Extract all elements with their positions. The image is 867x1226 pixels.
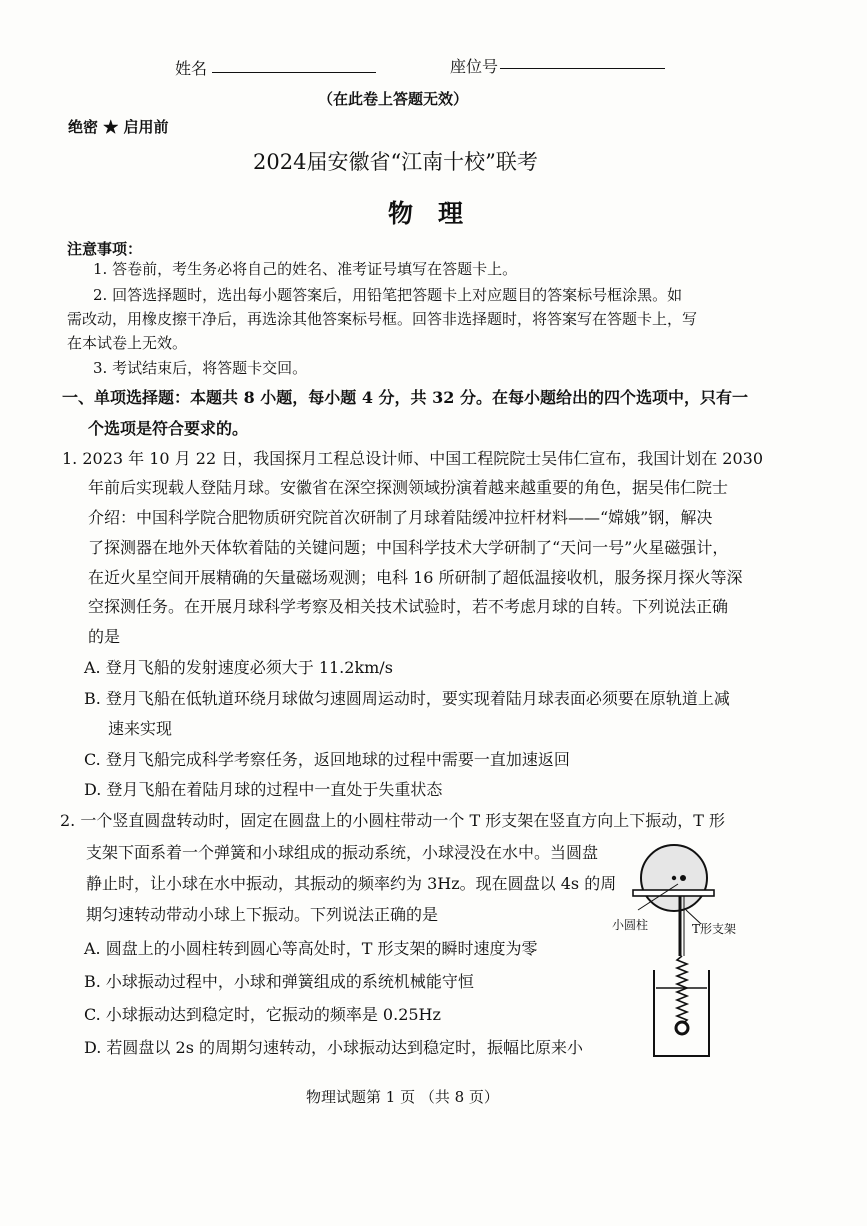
notice-item-2-line-3: 在本试卷上无效。 [67, 334, 188, 352]
notice-item-2-line-1: 2. 回答选择题时，选出每小题答案后，用铅笔把答题卡上对应题目的答案标号框涂黑。如 [93, 286, 683, 304]
q1-option-b-line-2: 速来实现 [108, 719, 173, 738]
q1-line-1: 1. 2023 年 10 月 22 日，我国探月工程总设计师、中国工程院院士吴伟仁宣布，我国计划在 2030 [62, 449, 764, 468]
exam-title: 2024届安徽省“江南十校”联考 [253, 150, 538, 174]
q1-line-6: 空探测任务。在开展月球科学考察及相关技术试验时，若不考虑月球的自转。下列说法正确 [88, 597, 729, 616]
secret-mark: 绝密 ★ 启用前 [68, 118, 169, 136]
section-1-line-1: 一、单项选择题：本题共 8 小题，每小题 4 分，共 32 分。在每小题给出的四个选项中，只有一 [62, 388, 748, 407]
spring [677, 956, 687, 1024]
t-frame-bar [633, 890, 714, 896]
subject-title: 物 理 [388, 199, 464, 228]
small-cylinder [680, 875, 686, 881]
notice-item-3: 3. 考试结束后，将答题卡交回。 [93, 359, 308, 377]
q1-line-5: 在近火星空间开展精确的矢量磁场观测；电科 16 所研制了超低温接收机，服务探月探火等深 [88, 568, 743, 587]
notice-item-1: 1. 答卷前，考生务必将自己的姓名、准考证号填写在答题卡上。 [93, 260, 518, 278]
q2-option-d: D. 若圆盘以 2s 的周期匀速转动，小球振动达到稳定时，振幅比原来小 [84, 1038, 583, 1057]
name-blank[interactable] [212, 72, 376, 73]
q2-option-a: A. 圆盘上的小圆柱转到圆心等高处时，T 形支架的瞬时速度为零 [84, 939, 538, 958]
page-footer: 物理试题第 1 页 （共 8 页） [306, 1088, 499, 1106]
q2-line-4: 期匀速转动带动小球上下振动。下列说法正确的是 [86, 905, 439, 924]
q1-line-3: 介绍：中国科学院合肥物质研究院首次研制了月球着陆缓冲拉杆材料——“嫦娥”钢，解决 [88, 508, 713, 527]
oscillation-apparatus-figure [606, 838, 756, 1068]
ball [676, 1022, 688, 1034]
q2-option-c: C. 小球振动达到稳定时，它振动的频率是 0.25Hz [84, 1005, 441, 1024]
invalid-note: （在此卷上答题无效） [318, 90, 469, 108]
name-label: 姓名 [175, 59, 208, 78]
q2-option-b: B. 小球振动过程中，小球和弹簧组成的系统机械能守恒 [84, 972, 474, 991]
q1-option-d: D. 登月飞船在着陆月球的过程中一直处于失重状态 [84, 780, 443, 799]
seat-blank[interactable] [500, 68, 665, 69]
q2-line-1: 2. 一个竖直圆盘转动时，固定在圆盘上的小圆柱带动一个 T 形支架在竖直方向上下振动，T 形 [60, 811, 725, 830]
q2-line-3: 静止时，让小球在水中振动，其振动的频率约为 3Hz。现在圆盘以 4s 的周 [86, 874, 617, 893]
q2-line-2: 支架下面系着一个弹簧和小球组成的振动系统，小球浸没在水中。当圆盘 [86, 843, 599, 862]
notice-item-2-line-2: 需改动，用橡皮擦干净后，再选涂其他答案标号框。回答非选择题时，将答案写在答题卡上，写 [67, 310, 698, 328]
q1-line-4: 了探测器在地外天体软着陆的关键问题；中国科学技术大学研制了“天问一号”火星磁强计， [88, 538, 729, 557]
label-t-frame: T形支架 [692, 922, 737, 936]
section-1-line-2: 个选项是符合要求的。 [88, 419, 249, 438]
notice-heading: 注意事项： [67, 240, 143, 258]
label-small-cylinder: 小圆柱 [612, 918, 649, 932]
q1-option-b-line-1: B. 登月飞船在低轨道环绕月球做匀速圆周运动时，要实现着陆月球表面必须要在原轨道上减 [84, 689, 730, 708]
q1-line-7: 的是 [88, 627, 121, 646]
seat-label: 座位号 [450, 57, 499, 76]
q1-option-c: C. 登月飞船完成科学考察任务，返回地球的过程中需要一直加速返回 [84, 750, 570, 769]
disk-center [672, 876, 676, 880]
q1-line-2: 年前后实现载人登陆月球。安徽省在深空探测领域扮演着越来越重要的角色，据吴伟仁院士 [88, 478, 729, 497]
q1-option-a: A. 登月飞船的发射速度必须大于 11.2km/s [84, 658, 393, 677]
